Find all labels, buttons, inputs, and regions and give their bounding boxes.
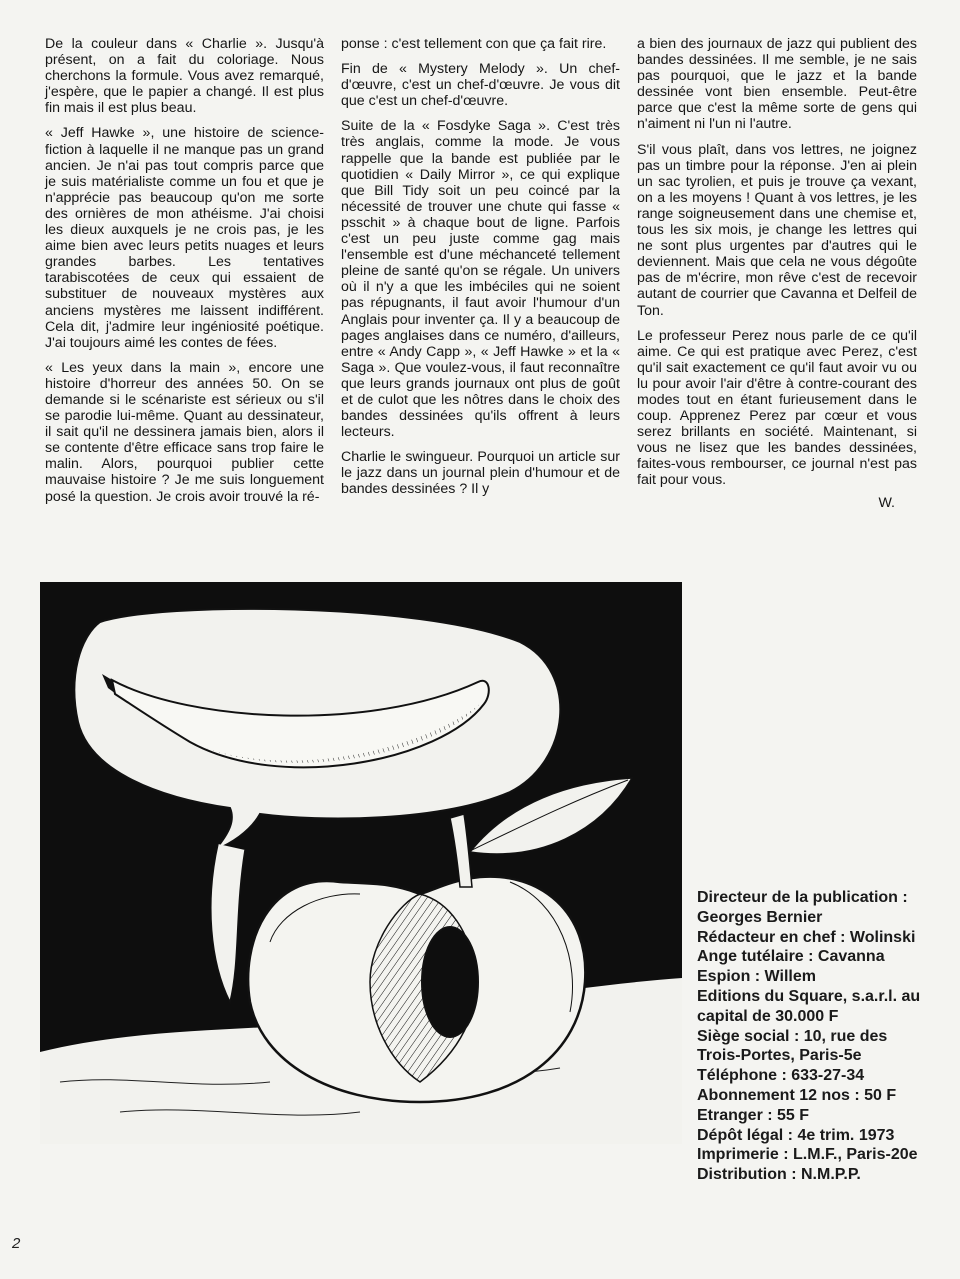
paragraph: Charlie le swingueur. Pourquoi un article sur le jazz dans un journal plein d'humour et de bandes dessinées ? Il y: [341, 449, 620, 498]
apple-bite-hole: [422, 927, 478, 1037]
masthead: [697, 888, 949, 1185]
masthead-line: capital de 30.000 F: [697, 1007, 839, 1025]
masthead-line: Directeur de la publication :: [697, 889, 908, 906]
masthead-line: Georges Bernier: [697, 908, 823, 926]
paragraph: « Les yeux dans la main », encore une histoire d'horreur des années 50. On se demande si le scénariste est sérieux ou s'il se parodie lui-même. Quant au dessinateur, il sait qu'il ne dessinera jamais bien, alors il se contente d'être efficace sans trop faire le malin. Alors, pourquoi publier cette mauvaise histoire ? Je me suis longuement posé la question. Je crois avoir trouvé la ré-: [45, 359, 324, 505]
masthead-line: Abonnement 12 nos : 50 F: [697, 1086, 897, 1104]
masthead-line: Rédacteur en chef : Wolinski: [697, 928, 916, 946]
article-column-1: [45, 36, 324, 514]
paragraph: Le professeur Perez nous parle de ce qu'il aime. Ce qui est pratique avec Perez, c'est qu'il sait exactement ce qu'il faut avoir vu ou lu pour avoir l'air d'être à contre-courant des modes tout en étant furieusement dans le coup. Apprenez Perez par cœur et vous serez brillants en société. Maintenant, si vous ne lisez que les bandes dessinées, faites-vous rembourser, ce journal n'est pas fait pour vous.: [637, 327, 917, 489]
paragraph: De la couleur dans « Charlie ». Jusqu'à présent, on a fait du coloriage. Nous cherchons la formule. Vous avez remarqué, j'espère, que le papier a changé. Il est plus fin mais il est plus beau.: [45, 36, 324, 117]
masthead-line: Dépôt légal : 4e trim. 1973: [697, 1126, 895, 1144]
masthead-line: Téléphone : 633-27-34: [697, 1067, 865, 1085]
masthead-line: Ange tutélaire : Cavanna: [697, 948, 885, 966]
paragraph: ponse : c'est tellement con que ça fait rire.: [341, 36, 607, 52]
masthead-line: Distribution : N.M.P.P.: [697, 1166, 861, 1184]
paragraph: S'il vous plaît, dans vos lettres, ne joignez pas un timbre pour la réponse. J'en ai plein un sac tyrolien, et puis je trouve ça vexant, on a les moyens ! Quant à vos lettres, je les range soigneusement dans une chemise et, tous les six mois, je change les lettres qui ne sont plus urgentes par d'autres qui le deviennent. Mais que cela ne vous dégoûte pas de m'écrire, mon rêve c'est de recevoir autant de courrier que Cavanna et Delfeil de Ton.: [637, 141, 917, 319]
article-column-3: [637, 36, 917, 520]
paragraph: Suite de la « Fosdyke Saga ». C'est très très anglais, comme la mode. Je vous rappelle que la bande est publiée par le quotidien « Daily Mirror », ce qui explique que Bill Tidy soit un peu coincé par la nécessité de trouver une chute qui fasse « psschit » à chaque bout de ligne. Parfois c'est un peu juste comme gag mais l'ensemble est d'une méchanceté tellement pleine de santé qu'on se régale. Un univers où il n'y a que les imbéciles qui ne soient pas répugnants, il faut avoir l'humour d'un Anglais pour inventer ça. Il y a beaucoup de pages anglaises dans ce numéro, d'ailleurs, entre « Andy Capp », « Jeff Hawke » et la « Saga ». Que voulez-vous, il faut reconnaître que leurs grands journaux ont plus de goût et de culot que les nôtres dans le choix des bandes dessinées qu'ils offrent à leurs lecteurs.: [341, 118, 620, 441]
masthead-line: Imprimerie : L.M.F., Paris-20e: [697, 1146, 918, 1164]
masthead-line: Etranger : 55 F: [697, 1106, 810, 1124]
signature: W.: [878, 494, 895, 511]
paragraph: Fin de « Mystery Melody ». Un chef-d'œuvre, c'est un chef-d'œuvre. Je vous dit que c'est un chef-d'œuvre.: [341, 61, 620, 110]
masthead-line: Editions du Square, s.a.r.l. au: [697, 987, 921, 1005]
apple-banana-illustration: [40, 582, 682, 1144]
article-column-2: [341, 36, 620, 507]
masthead-line: Espion : Willem: [697, 968, 816, 986]
paragraph: « Jeff Hawke », une histoire de science-fiction à laquelle il ne manque pas un grand ancien. Je n'ai pas tout compris parce que je suis matérialiste comme un fou et que je n'apprécie pas beaucoup qu'on me sorte des ornières de mon athéisme. J'ai choisi les dieux auxquels je ne crois pas, je les aime bien avec leurs petits nuages et leurs grandes barbes. Les tentatives tarabiscotées de ceux qui essaient de substituer de nouveaux mystères aux anciens mystères me laissent indifférent. Cela dit, j'admire leur ingéniosité poétique. J'ai toujours aimé les contes de fées.: [45, 125, 324, 351]
masthead-line: Trois-Portes, Paris-5e: [697, 1047, 862, 1065]
masthead-line: Siège social : 10, rue des: [697, 1027, 888, 1045]
page-number: 2: [12, 1235, 21, 1252]
paragraph: a bien des journaux de jazz qui publient des bandes dessinées. Il me semble, je ne sais pas pourquoi, que le jazz et la bande dessinée vont bien ensemble. Peut-être parce que c'est la même sorte de gens qui n'aiment ni l'un ni l'autre.: [637, 36, 917, 133]
